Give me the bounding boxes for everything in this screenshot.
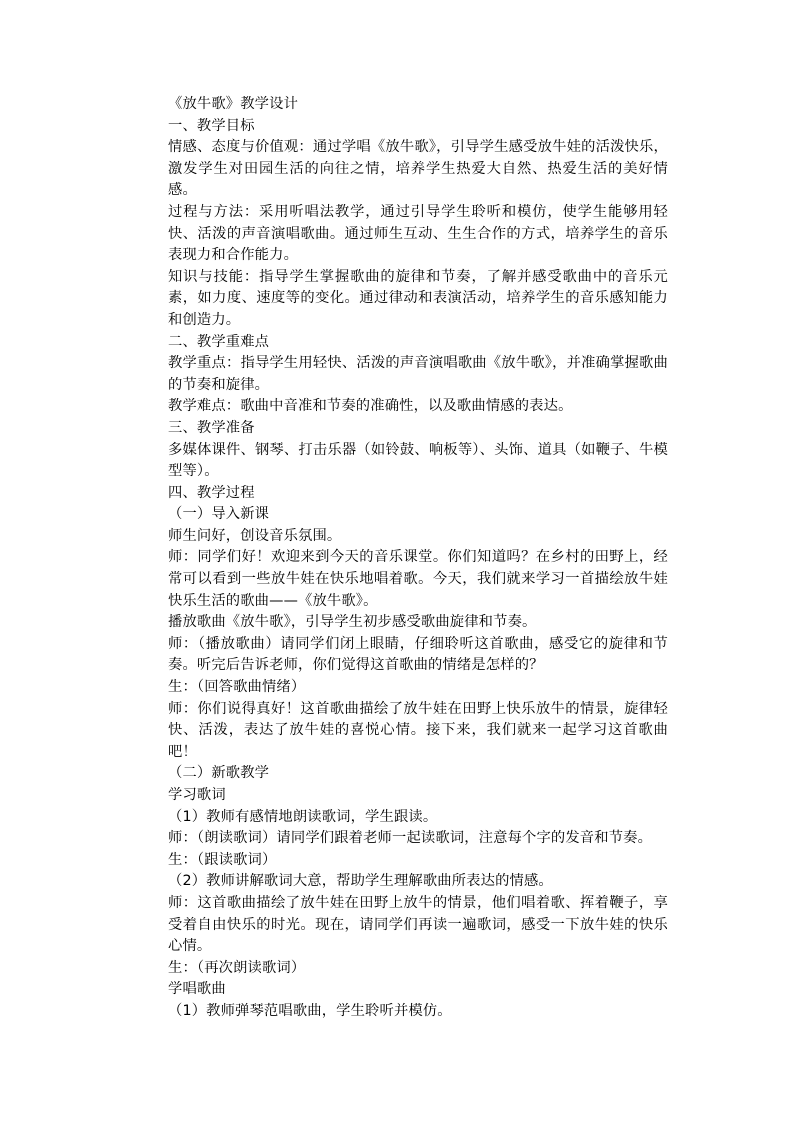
paragraph-key-point: 教学重点：指导学生用轻快、活泼的声音演唱歌曲《放牛歌》，并准确掌握歌曲的节奏和旋律。: [168, 355, 668, 393]
paragraph-materials: 多媒体课件、钢琴、打击乐器（如铃鼓、响板等）、头饰、道具（如鞭子、牛模型等）。: [168, 441, 668, 480]
paragraph-student-follow: 生：（跟读歌词）: [168, 851, 277, 868]
paragraph-learn-lyrics: 学习歌词: [168, 787, 226, 803]
paragraph-difficult-point: 教学难点：歌曲中音准和节奏的准确性，以及歌曲情感的表达。: [168, 398, 573, 415]
paragraph-teacher-explain: 师：这首歌曲描绘了放牛娃在田野上放牛的情景，他们唱着歌、挥着鞭子，享受着自由快乐的时光。现在，请同学们再读一遍歌词，感受一下放牛娃的快乐心情。: [168, 894, 668, 955]
subheading-introduction: （一）导入新课: [168, 506, 270, 523]
heading-teaching-preparation: 三、教学准备: [168, 419, 255, 436]
paragraph-step-1-read: （1）教师有感情地朗读歌词，学生跟读。: [168, 808, 438, 825]
paragraph-learn-singing: 学唱歌曲: [168, 981, 226, 998]
document-title: 《放牛歌》教学设计: [168, 96, 299, 112]
paragraph-process-methods: 过程与方法：采用听唱法教学，通过引导学生聆听和模仿，使学生能够用轻快、活泼的声音演唱歌曲。通过师生互动、生生合作的方式，培养学生的音乐表现力和合作能力。: [168, 203, 668, 264]
document-body: [168, 94, 668, 1023]
paragraph-knowledge-skills: 知识与技能：指导学生掌握歌曲的旋律和节奏，了解并感受歌曲中的音乐元素，如力度、速度等的变化。通过律动和表演活动，培养学生的音乐感知能力和创造力。: [168, 268, 668, 328]
subheading-new-song: （二）新歌教学: [168, 765, 270, 782]
paragraph-student-answer: 生：（回答歌曲情绪）: [168, 679, 306, 696]
paragraph-emotion-attitude-values: 情感、态度与价值观：通过学唱《放牛歌》，引导学生感受放牛娃的活泼快乐，激发学生对田园生活的向往之情，培养学生热爱大自然、热爱生活的美好情感。: [168, 139, 668, 199]
paragraph-step-1-demo: （1）教师弹琴范唱歌曲，学生聆听并模仿。: [168, 1002, 452, 1019]
paragraph-step-2-explain: （2）教师讲解歌词大意，帮助学生理解歌曲所表达的情感。: [168, 873, 553, 890]
heading-teaching-goals: 一、教学目标: [168, 117, 255, 134]
paragraph-teacher-intro: 师：同学们好！欢迎来到今天的音乐课堂。你们知道吗？在乡村的田野上，经常可以看到一些放牛娃在快乐地唱着歌。今天，我们就来学习一首描绘放牛娃快乐生活的歌曲——《放牛歌》。: [168, 549, 668, 609]
paragraph-teacher-listen: 师：（播放歌曲）请同学们闭上眼睛，仔细聆听这首歌曲，感受它的旋律和节奏。听完后告诉老师，你们觉得这首歌曲的情绪是怎样的？: [168, 635, 668, 674]
paragraph-student-reread: 生：（再次朗读歌词）: [168, 959, 306, 976]
heading-key-difficult-points: 二、教学重难点: [168, 333, 270, 350]
paragraph-greeting: 师生问好，创设音乐氛围。: [168, 527, 342, 544]
paragraph-teacher-praise: 师：你们说得真好！这首歌曲描绘了放牛娃在田野上快乐放牛的情景，旋律轻快、活泼，表达了放牛娃的喜悦心情。接下来，我们就来一起学习这首歌曲吧！: [168, 700, 668, 760]
paragraph-teacher-read: 师：（朗读歌词）请同学们跟着老师一起读歌词，注意每个字的发音和节奏。: [168, 830, 653, 847]
heading-teaching-process: 四、教学过程: [168, 484, 255, 501]
paragraph-play-song: 播放歌曲《放牛歌》，引导学生初步感受歌曲旋律和节奏。: [168, 614, 537, 631]
